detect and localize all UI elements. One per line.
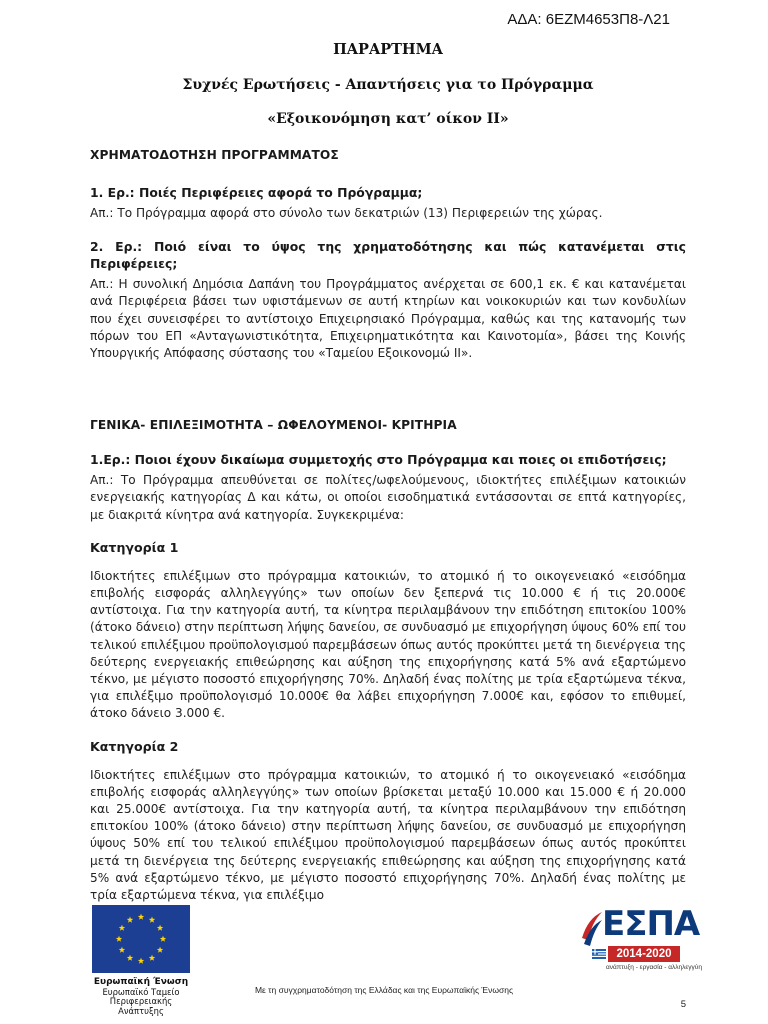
category-1-text: Ιδιοκτήτες επιλέξιμων στο πρόγραμμα κατοικιών, το ατομικό ή το οικογενειακό «εισόδημα επιβολής εισφοράς αλληλεγγύης» των οποίων δεν ξεπερνά τις 10.000 € ή τις 20.000€ αντίστοιχα. Για την κατηγορία αυτή, τα κίνητρα περιλαμβάνουν την επιδότηση επιτοκίου 100% (άτοκο δάνειο) στην περίπτωση λήψης δανείου, σε συνδυασμό με επιχορήγηση ύψους 60% επί του τελικού επιλέξιμου προϋπολογισμού παρεμβάσεων όπως αυτός προκύπτει μετά τη διενέργεια της δεύτερης ενεργειακής επιθεώρησης και αύξηση της επιχορήγησης κατά 5% ανά εξαρτώμενο τέκνο, με μέγιστο ποσοστό επιχορήγησης 70%. Δηλαδή ένας πολίτης με τρία εξαρτώμενα τέκνα, για επιλέξιμο προϋπολογισμό 10.000€ θα λάβει επιχορήγηση 7.000€ και, εφόσον το επιθυμεί, άτοκο δάνειο 3.000 €. [90,568,686,721]
category-2-text: Ιδιοκτήτες επιλέξιμων στο πρόγραμμα κατοικιών, το ατομικό ή το οικογενειακό «εισόδημα επιβολής εισφοράς αλληλεγγύης» των οποίων βρίσκεται μεταξύ 10.000 και 15.000 € ή 20.000 και 25.000€ αντίστοιχα. Για την κατηγορία αυτή, τα κίνητρα περιλαμβάνουν την επιδότηση επιτοκίου 100% (άτοκο δάνειο) στην περίπτωση λήψης δανείου, σε συνδυασμό με επιχορήγηση ύψους 50% επί του τελικού επιλέξιμου προϋπολογισμού παρεμβάσεων όπως αυτός προκύπτει μετά τη διενέργεια της δεύτερης ενεργειακής επιθεώρησης και αύξηση της επιχορήγησης κατά 5% ανά εξαρτώμενο τέκνο, με μέγιστο ποσοστό επιχορήγησης 70%. Δηλαδή ένας πολίτης με τρία εξαρτώμενα τέκνα, για επιλέξιμο [90,767,686,903]
espa-years-badge [608,946,680,962]
greek-flag-icon [592,949,606,959]
eu-fund-line2: Περιφερειακής Ανάπτυξης [109,996,173,1016]
question-1: 1. Ερ.: Ποιές Περιφέρειες αφορά το Πρόγραμμα; [90,185,423,200]
document-title-line1: Συχνές Ερωτήσεις - Απαντήσεις για το Πρόγραμμα [182,77,594,93]
page-number: 5 [680,999,686,1010]
eu-star-icon [119,925,125,931]
eu-star-icon [149,955,155,961]
category-2-title: Κατηγορία 2 [90,738,179,754]
eu-stars-icon [92,905,190,973]
document-body [90,41,686,920]
espa-swoosh-icon [580,908,602,950]
annex-heading: ΠΑΡΑΡΤΗΜΑ [333,41,443,58]
answer-2: Απ.: Η συνολική Δημόσια Δαπάνη του Προγράμματος ανέρχεται σε 600,1 εκ. € και κατανέμεται ανά Περιφέρεια βάσει των υφιστάμενων σε αυτή κτηρίων και νοικοκυριών και των κονδυλίων που έχει συνεισφέρει το αντίστοιχο Επιχειρησιακό Πρόγραμμα, καθώς και της κατανομής των πόρων του ΕΠ «Ανταγωνιστικότητα, Επιχειρηματικότητα και Καινοτομία», βάσει της Κοινής Υπουργικής Απόφασης σύστασης του «Ταμείου Εξοικονομώ ΙΙ». [90,277,686,361]
eu-star-icon [116,936,122,942]
eu-caption [92,977,190,1016]
espa-slogan: ανάπτυξη - εργασία - αλληλεγγύη [606,964,702,971]
eu-star-icon [160,936,166,942]
answer-1: Απ.: Το Πρόγραμμα αφορά στο σύνολο των δεκατριών (13) Περιφερειών της χώρας. [90,206,603,220]
eu-star-icon [127,917,133,923]
eu-star-icon [149,917,155,923]
espa-wordmark: ΕΣΠΑ [602,904,700,944]
espa-years-text: 2014-2020 [616,948,672,960]
eu-star-icon [138,914,144,920]
document-title-line2: «Εξοικονόμηση κατ’ οίκον ΙΙ» [267,111,509,127]
eu-star-icon [157,925,163,931]
category-1-title: Κατηγορία 1 [90,539,179,555]
eu-flag-icon [92,905,190,973]
eu-title: Ευρωπαϊκή Ένωση [93,977,189,987]
cofunding-note: Με τη συγχρηματοδότηση της Ελλάδας και της Ευρωπαϊκής Ένωσης [254,985,514,995]
eu-star-icon [157,947,163,953]
eu-star-icon [127,955,133,961]
eu-star-icon [138,958,144,964]
espa-logo [580,904,702,978]
section-heading-financing: ΧΡΗΜΑΤΟΔΟΤΗΣΗ ΠΡΟΓΡΑΜΜΑΤΟΣ [90,148,339,162]
section-heading-eligibility: ΓΕΝΙΚΑ- ΕΠΙΛΕΞΙΜΟΤΗΤΑ – ΩΦΕΛΟΥΜΕΝΟΙ- ΚΡΙΤΗΡΙΑ [90,418,457,433]
question-eligibility: 1.Ερ.: Ποιοι έχουν δικαίωμα συμμετοχής στο Πρόγραμμα και ποιες οι επιδοτήσεις; [90,452,667,468]
question-2: 2. Ερ.: Ποιό είναι το ύψος της χρηματοδότησης και πώς κατανέμεται στις Περιφέρειες; [90,239,686,272]
eu-fund-line1: Ευρωπαϊκό Ταμείο [102,986,180,997]
page-footer [0,900,768,1024]
ada-code: ΑΔΑ: 6ΕΖΜ4653Π8-Λ21 [507,11,670,28]
answer-eligibility: Απ.: Το Πρόγραμμα απευθύνεται σε πολίτες/ωφελούμενους, ιδιοκτήτες επιλέξιμων κατοικιών ενεργειακής κατηγορίας Δ και κάτω, οι οποίοι εισοδηματικά εντάσσονται σε επτά κατηγορίες, με διακριτά κίνητρα ανά κατηγορία. Συγκεκριμένα: [90,473,686,522]
eu-star-icon [119,947,125,953]
